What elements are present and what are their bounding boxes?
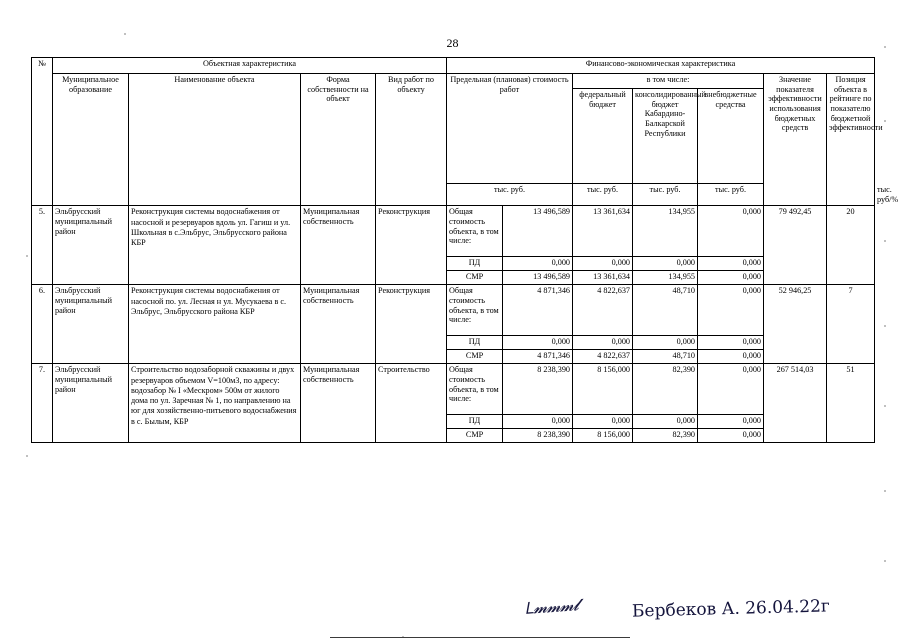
cell-consolidated-pd: 0,000 — [633, 415, 698, 429]
cell-limit-cost-total: 8 238,390 — [503, 364, 573, 415]
row-work-type: Реконструкция — [376, 285, 447, 364]
row-object-name: Строительство водозаборной скважины и двух резервуаров объемом V=100м3, по адресу: водозабор № I «Мескром» 500м от жилого дома по ул. Заречная № 1, по направлению на юг для хозяйственно-питьевого водоснабжения в с. Былым, КБР — [129, 364, 301, 443]
row-ownership-form: Муниципальная собственность — [301, 206, 376, 285]
table-row — [32, 285, 875, 336]
cell-limit-cost-smr: 8 238,390 — [503, 429, 573, 443]
row-municipality: Эльбрусский муниципальный район — [53, 364, 129, 443]
cell-consolidated-pd: 0,000 — [633, 257, 698, 271]
cell-limit-cost-pd: 0,000 — [503, 336, 573, 350]
cell-federal-smr: 4 822,637 — [573, 350, 633, 364]
speck — [26, 255, 28, 257]
header-object-name: Наименование объекта — [129, 74, 301, 206]
row-efficiency-value: 52 946,25 — [764, 285, 827, 364]
row-municipality: Эльбрусский муниципальный район — [53, 285, 129, 364]
header-federal-budget: федеральный бюджет — [573, 89, 633, 184]
row-work-type: Строительство — [376, 364, 447, 443]
row-ownership-form: Муниципальная собственность — [301, 285, 376, 364]
speck — [884, 325, 886, 327]
row-num: 7. — [32, 364, 53, 443]
cell-consolidated-total: 48,710 — [633, 285, 698, 336]
speck — [884, 46, 886, 48]
cell-federal-pd: 0,000 — [573, 257, 633, 271]
speck — [884, 405, 886, 407]
cell-consolidated-total: 82,390 — [633, 364, 698, 415]
unit-extrabudgetary: тыс. руб. — [698, 184, 764, 206]
header-num: № — [32, 58, 53, 206]
cell-limit-cost-pd: 0,000 — [503, 257, 573, 271]
header-work-type: Вид работ по объекту — [376, 74, 447, 206]
page-bottom-rule — [330, 637, 630, 638]
speck — [884, 490, 886, 492]
cell-consolidated-pd: 0,000 — [633, 336, 698, 350]
speck — [884, 240, 886, 242]
cell-consolidated-total: 134,955 — [633, 206, 698, 257]
handwritten-signature: Ꮮ𝓶𝓶𝓶𝓵 — [524, 595, 579, 618]
subrow-label-pd: ПД — [447, 415, 503, 429]
unit-consolidated-budget: тыс. руб. — [633, 184, 698, 206]
subrow-label-total: Общая стоимость объекта, в том числе: — [447, 206, 503, 257]
header-extrabudgetary: внебюджетные средства — [698, 89, 764, 184]
row-object-name: Реконструкция системы водоснабжения от насосной по. ул. Лесная н ул. Мусукаева в с. Эльбрус, Эльбрусского района КБР — [129, 285, 301, 364]
row-work-type: Реконструкция — [376, 206, 447, 285]
cell-extrabudgetary-smr: 0,000 — [698, 429, 764, 443]
cell-extrabudgetary-total: 0,000 — [698, 364, 764, 415]
cell-federal-pd: 0,000 — [573, 415, 633, 429]
cell-consolidated-smr: 48,710 — [633, 350, 698, 364]
subrow-label-smr: СМР — [447, 429, 503, 443]
cell-consolidated-smr: 134,955 — [633, 271, 698, 285]
subrow-label-smr: СМР — [447, 271, 503, 285]
cell-extrabudgetary-total: 0,000 — [698, 206, 764, 257]
cell-extrabudgetary-smr: 0,000 — [698, 350, 764, 364]
speck — [884, 560, 886, 562]
subrow-label-smr: СМР — [447, 350, 503, 364]
cell-limit-cost-total: 13 496,589 — [503, 206, 573, 257]
header-object-characteristic: Объектная характеристика — [53, 58, 447, 74]
row-rating-position: 51 — [827, 364, 875, 443]
subrow-label-pd: ПД — [447, 336, 503, 350]
table-group-header-row — [32, 58, 875, 74]
subrow-label-pd: ПД — [447, 257, 503, 271]
cell-limit-cost-smr: 13 496,589 — [503, 271, 573, 285]
row-rating-position: 7 — [827, 285, 875, 364]
cell-federal-pd: 0,000 — [573, 336, 633, 350]
header-including: в том числе: — [573, 74, 764, 89]
cell-extrabudgetary-pd: 0,000 — [698, 415, 764, 429]
subrow-label-total: Общая стоимость объекта, в том числе: — [447, 364, 503, 415]
speck — [124, 33, 126, 35]
cell-extrabudgetary-pd: 0,000 — [698, 257, 764, 271]
speck — [26, 455, 28, 457]
cell-federal-smr: 8 156,000 — [573, 429, 633, 443]
row-ownership-form: Муниципальная собственность — [301, 364, 376, 443]
cell-federal-smr: 13 361,634 — [573, 271, 633, 285]
cell-federal-total: 8 156,000 — [573, 364, 633, 415]
row-num: 5. — [32, 206, 53, 285]
unit-federal-budget: тыс. руб. — [573, 184, 633, 206]
header-ownership-form: Форма собственности на объект — [301, 74, 376, 206]
header-municipality: Муниципальное образование — [53, 74, 129, 206]
row-efficiency-value: 267 514,03 — [764, 364, 827, 443]
cell-extrabudgetary-smr: 0,000 — [698, 271, 764, 285]
cell-federal-total: 13 361,634 — [573, 206, 633, 257]
table-subheader-row — [32, 74, 875, 89]
table-row — [32, 206, 875, 257]
budget-efficiency-table — [31, 57, 899, 443]
header-rating-position: Позиция объекта в рейтинге по показателю бюджетной эффективности — [827, 74, 875, 206]
row-rating-position: 20 — [827, 206, 875, 285]
cell-consolidated-smr: 82,390 — [633, 429, 698, 443]
cell-limit-cost-pd: 0,000 — [503, 415, 573, 429]
unit-limit-cost: тыс. руб. — [447, 184, 573, 206]
header-financial-characteristic: Финансово-экономическая характеристика — [447, 58, 875, 74]
table-units-row: тыс. руб. тыс. руб. тыс. руб. тыс. руб. тыс. руб/% — [32, 184, 875, 206]
header-consolidated-budget: консолидированный бюджет Кабардино-Балкарской Республики — [633, 89, 698, 184]
cell-extrabudgetary-total: 0,000 — [698, 285, 764, 336]
row-object-name: Реконструкция системы водоснабжения от насосной и резервуаров вдоль ул. Гагиш и ул. Школьная в с.Эльбрус, Эльбрусского района КБР — [129, 206, 301, 285]
cell-extrabudgetary-pd: 0,000 — [698, 336, 764, 350]
table-row — [32, 364, 875, 415]
cell-limit-cost-total: 4 871,346 — [503, 285, 573, 336]
signature-name-date: Бербеков А. 26.04.22г — [631, 596, 831, 622]
cell-federal-total: 4 822,637 — [573, 285, 633, 336]
row-num: 6. — [32, 285, 53, 364]
row-municipality: Эльбрусский муниципальный район — [53, 206, 129, 285]
page-number: 28 — [446, 36, 459, 50]
header-efficiency-value: Значение показателя эффективности использования бюджетных средств — [764, 74, 827, 206]
speck — [884, 120, 886, 122]
header-limit-cost: Предельная (плановая) стоимость работ — [447, 74, 573, 184]
cell-limit-cost-smr: 4 871,346 — [503, 350, 573, 364]
row-efficiency-value: 79 492,45 — [764, 206, 827, 285]
subrow-label-total: Общая стоимость объекта, в том числе: — [447, 285, 503, 336]
signature-area — [0, 575, 905, 640]
